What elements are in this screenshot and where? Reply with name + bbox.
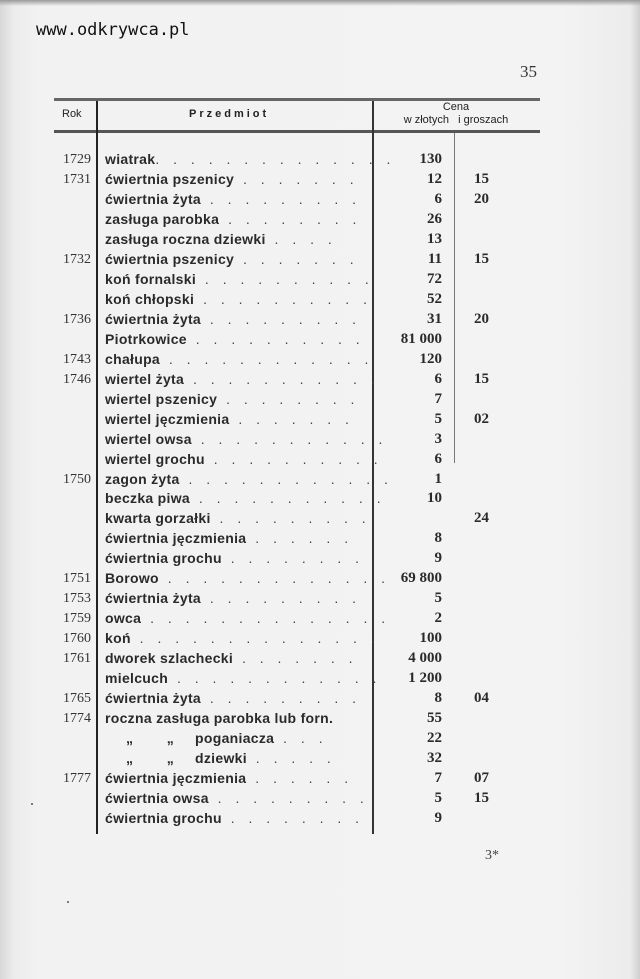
table-row [54, 370, 540, 390]
table-row [54, 609, 540, 629]
row-year: 1732 [63, 251, 91, 267]
row-price-zloty: 7 [434, 390, 442, 407]
row-price-grosz: 24 [474, 510, 489, 527]
row-price-zloty: 130 [419, 151, 442, 167]
row-item-label: ćwiertnia żyta [105, 690, 202, 707]
row-item-label: koń [105, 630, 131, 647]
table-row [54, 769, 540, 789]
row-price-zloty: 81 000 [400, 330, 442, 347]
row-item-label: ćwiertnia owsa [105, 790, 209, 806]
row-leader-dots: . . . . . . . . . . . . [168, 670, 382, 687]
row-leader-dots: . . . . . . . . . . [196, 270, 374, 287]
header-price-subtitle: w złotych i groszach [403, 114, 509, 126]
row-item [105, 589, 367, 609]
header-year: Rok [62, 108, 82, 120]
row-item-label: mielcuch [105, 670, 169, 687]
row-item-label: dworek szlachecki [105, 650, 234, 667]
row-leader-dots: . . . . . . . . . [201, 690, 362, 707]
row-price-zloty: 6 [434, 370, 442, 387]
row-year: 1760 [63, 631, 91, 647]
row-item-label: wiatrak [105, 151, 156, 167]
row-leader-dots: . . . . . . [246, 770, 354, 787]
table-row [54, 489, 540, 509]
table-row [54, 589, 540, 609]
table-row [54, 430, 540, 450]
row-leader-dots: . . . . . . . . . [201, 190, 362, 207]
row-item [105, 390, 367, 410]
row-item [105, 689, 367, 709]
row-leader-dots: . . . . . . . . . . . . . . [141, 610, 391, 627]
table-row [54, 190, 540, 210]
row-item-label: zagon żyta [105, 470, 180, 487]
row-item-label: ćwiertnia grochu [105, 550, 222, 567]
scan-speck [67, 901, 69, 903]
row-price-zloty: 7 [434, 770, 442, 787]
row-item [105, 290, 372, 310]
row-year: 1761 [63, 651, 91, 667]
row-item [105, 769, 367, 789]
row-price-zloty: 26 [427, 210, 442, 227]
scan-speck [31, 803, 33, 805]
row-leader-dots: . . . . . . . . . [201, 310, 362, 327]
row-item [105, 210, 367, 230]
table-row [54, 310, 540, 330]
row-year: 1751 [63, 571, 91, 587]
row-item [105, 370, 380, 390]
row-item-label: ćwiertnia pszenicy [105, 170, 235, 187]
row-leader-dots: . . . . . . . . [221, 550, 365, 567]
row-price-zloty: 1 [434, 470, 442, 487]
row-price-grosz: 15 [474, 250, 489, 267]
row-item [105, 609, 391, 629]
row-price-zloty: 8 [434, 690, 442, 707]
row-year: 1743 [63, 351, 91, 367]
table-row [54, 330, 540, 350]
row-item-label: ćwiertnia jęczmienia [105, 770, 247, 787]
row-item-label: wiertel owsa [105, 430, 192, 447]
row-item-label: ćwiertnia żyta [105, 190, 202, 207]
row-year: 1777 [63, 771, 91, 787]
row-item-label: ćwiertnia grochu [105, 809, 222, 826]
row-price-grosz: 02 [474, 410, 489, 427]
row-item-label: wiertel grochu [105, 450, 205, 467]
row-price-zloty: 3 [434, 430, 442, 447]
row-price-grosz: 15 [474, 170, 489, 187]
row-price-zloty: 6 [434, 190, 442, 207]
row-item-label: ćwiertnia żyta [105, 310, 202, 327]
table-row [54, 470, 540, 490]
row-item-label: owca [105, 610, 142, 627]
row-item-label: chałupa [105, 350, 161, 367]
row-price-grosz: 15 [474, 790, 489, 806]
table-row [54, 450, 540, 470]
row-item [105, 629, 380, 649]
row-price-zloty: 12 [427, 170, 442, 187]
row-leader-dots: . . . . . . . . . . [194, 290, 372, 307]
table-row [54, 270, 540, 290]
row-price-zloty: 120 [419, 350, 442, 367]
row-item [105, 190, 367, 210]
row-item [105, 410, 367, 430]
table-row [54, 789, 540, 809]
row-year: 1746 [63, 371, 91, 387]
scan-edge-shadow [0, 0, 640, 6]
row-leader-dots: . . . . . . . [234, 170, 359, 187]
row-year: 1736 [63, 311, 91, 327]
row-item-label: Borowo [105, 570, 159, 587]
row-leader-dots: . . . . . . . . . [201, 590, 362, 607]
row-price-zloty: 10 [427, 490, 442, 507]
row-price-grosz: 04 [474, 690, 489, 707]
row-leader-dots: . . . . . . . . . . . . . . [155, 151, 396, 167]
row-item [105, 669, 382, 689]
row-item [105, 529, 367, 549]
row-price-zloty: 9 [434, 550, 442, 567]
row-item-label: zasługa roczna dziewki [105, 230, 266, 247]
row-price-grosz: 15 [474, 370, 489, 387]
table-row [54, 250, 540, 270]
row-price-zloty: 6 [434, 450, 442, 467]
signature-mark: 3* [485, 848, 499, 863]
row-item-label: „ „ dziewki [105, 750, 247, 767]
row-price-zloty: 32 [427, 750, 442, 767]
row-price-zloty: 9 [434, 809, 442, 826]
row-leader-dots: . . . . . . [246, 530, 354, 547]
row-year: 1765 [63, 691, 91, 707]
row-leader-dots: . . . . . . . . [219, 210, 362, 227]
row-item [105, 150, 396, 170]
row-price-zloty: 11 [427, 250, 442, 267]
row-item-label: „ „ poganiacza [105, 730, 275, 747]
row-item-label: ćwiertnia jęczmienia [105, 530, 247, 547]
row-item-label: roczna zasługa parobka lub forn. [105, 710, 334, 727]
row-price-zloty: 2 [434, 610, 442, 627]
row-item [105, 789, 367, 809]
row-year: 1774 [63, 711, 91, 727]
row-price-zloty: 72 [427, 270, 442, 287]
table-row [54, 749, 540, 769]
row-item-label: wiertel pszenicy [105, 390, 218, 407]
table-row [54, 529, 540, 549]
row-item [105, 330, 367, 350]
row-item-label: wiertel żyta [105, 370, 185, 387]
row-year: 1753 [63, 591, 91, 607]
row-leader-dots: . . . . . . . . . . . [190, 490, 386, 507]
table-row [54, 390, 540, 410]
row-price-zloty: 55 [427, 710, 442, 727]
row-leader-dots: . . . . . . . . . . . . . [158, 570, 391, 587]
table-row [54, 709, 540, 729]
row-leader-dots: . . . . [265, 230, 337, 247]
table-row [54, 350, 540, 370]
table-row [54, 549, 540, 569]
row-leader-dots: . . . . . . . . . . . [191, 430, 388, 447]
row-price-zloty: 1 200 [408, 670, 442, 687]
header-price-title: Cena [442, 101, 470, 113]
table-row [54, 629, 540, 649]
row-leader-dots: . . . . . . . . . [210, 510, 371, 527]
table-row [54, 150, 540, 170]
row-leader-dots: . . . . . . . . . . [204, 450, 383, 467]
row-item [105, 709, 367, 729]
table-row [54, 290, 540, 310]
row-price-zloty: 22 [427, 730, 442, 747]
row-price-grosz: 07 [474, 770, 489, 787]
row-leader-dots: . . . . . . . . . [208, 790, 369, 806]
row-price-zloty: 13 [427, 230, 442, 247]
row-item [105, 509, 371, 529]
row-item-label: koń fornalski [105, 270, 197, 287]
row-item [105, 270, 374, 290]
row-item [105, 569, 391, 589]
row-leader-dots: . . . . . . . . . . . [184, 370, 380, 387]
row-item-label: koń chłopski [105, 290, 195, 307]
row-price-grosz: 20 [474, 310, 489, 327]
row-item-label: ćwiertnia żyta [105, 590, 202, 607]
row-leader-dots: . . . . . . . . . . . . . . [130, 630, 380, 647]
table-row [54, 410, 540, 430]
table-row [54, 170, 540, 190]
row-item-label: kwarta gorzałki [105, 510, 211, 527]
table-row [54, 509, 540, 529]
table-row [54, 669, 540, 689]
row-item [105, 350, 374, 370]
row-item [105, 549, 367, 569]
row-year: 1759 [63, 611, 91, 627]
row-year: 1750 [63, 471, 91, 487]
table-row [54, 809, 540, 829]
row-price-zloty: 31 [427, 310, 442, 327]
row-item [105, 230, 367, 250]
table-row [54, 210, 540, 230]
row-item [105, 729, 367, 749]
row-leader-dots: . . . . . . . [234, 250, 359, 267]
row-leader-dots: . . . . . . . [233, 650, 358, 667]
row-price-zloty: 5 [434, 410, 442, 427]
table-row [54, 230, 540, 250]
row-item [105, 470, 393, 490]
row-item [105, 649, 367, 669]
row-item [105, 809, 367, 829]
row-item [105, 489, 386, 509]
row-leader-dots: . . . . . . . [229, 410, 354, 427]
header-bottom-rule [54, 130, 540, 133]
row-item-label: Piotrkowice [105, 330, 187, 347]
row-price-grosz: 20 [474, 190, 489, 207]
row-price-zloty: 4 000 [408, 650, 442, 667]
row-item [105, 310, 367, 330]
table-row [54, 649, 540, 669]
watermark: www.odkrywca.pl [36, 20, 190, 40]
row-price-zloty: 5 [434, 790, 442, 806]
row-leader-dots: . . . . . . . . . . . . [160, 350, 374, 367]
row-item [105, 749, 367, 769]
table-row [54, 729, 540, 749]
row-year: 1729 [63, 152, 91, 167]
row-item-label: ćwiertnia pszenicy [105, 250, 235, 267]
row-item [105, 170, 367, 190]
row-item [105, 430, 388, 450]
row-item-label: zasługa parobka [105, 210, 220, 227]
row-year: 1731 [63, 171, 91, 187]
row-price-zloty: 69 800 [400, 570, 442, 587]
row-leader-dots: . . . . . [246, 750, 336, 767]
table-body [54, 150, 540, 829]
header-price [372, 101, 540, 127]
row-leader-dots: . . . . . . . . [221, 809, 365, 826]
row-leader-dots: . . . . . . . . . . . . [179, 470, 393, 487]
table-row [54, 569, 540, 589]
row-item [105, 250, 367, 270]
row-price-zloty: 5 [434, 590, 442, 607]
row-item [105, 450, 383, 470]
row-leader-dots: . . . . . . . . . . [186, 330, 365, 347]
row-price-zloty: 8 [434, 530, 442, 547]
row-leader-dots: . . . . . . . . [217, 390, 360, 407]
header-item: Przedmiot [189, 108, 270, 120]
row-leader-dots: . . . [274, 730, 328, 747]
row-item-label: wiertel jęczmienia [105, 410, 230, 427]
row-item-label: beczka piwa [105, 490, 191, 507]
page-number: 35 [520, 62, 537, 81]
row-price-zloty: 52 [427, 290, 442, 307]
row-price-zloty: 100 [419, 630, 442, 647]
table-row [54, 689, 540, 709]
